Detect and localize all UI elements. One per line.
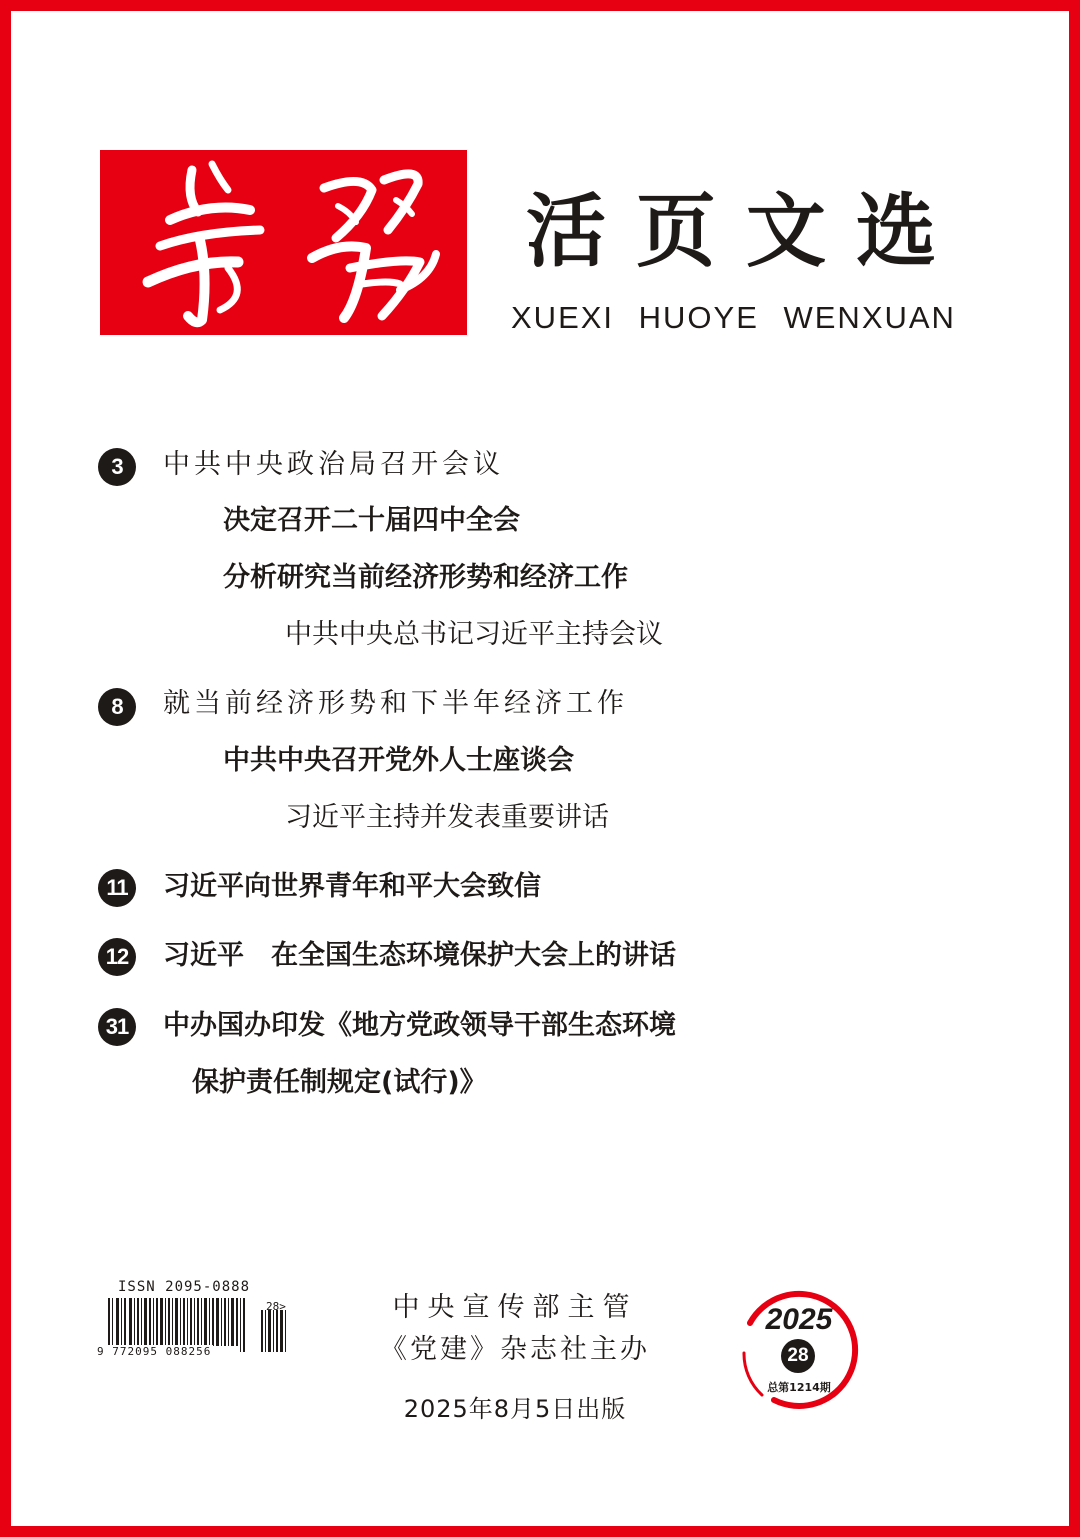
barcode-addon: 28> bbox=[266, 1300, 286, 1313]
magazine-title: 活页文选 bbox=[526, 184, 966, 278]
toc-headline[interactable]: 分析研究当前经济形势和经济工作 bbox=[223, 562, 628, 593]
issue-badge bbox=[734, 1283, 864, 1413]
toc-headline[interactable]: 习近平 在全国生态环境保护大会上的讲话 bbox=[163, 940, 676, 971]
toc-subline[interactable]: 习近平主持并发表重要讲话 bbox=[285, 802, 609, 833]
xuexi-logo bbox=[100, 150, 467, 335]
toc-page-number: 8 bbox=[98, 688, 136, 726]
issue-total: 总第1214期 bbox=[767, 1381, 831, 1394]
issue-year: 2025 bbox=[765, 1303, 833, 1336]
publisher-sponsor: 《党建》杂志社主办 bbox=[380, 1334, 650, 1365]
issue-number: 28 bbox=[781, 1339, 815, 1373]
magazine-title-pinyin: XUEXI HUOYE WENXUAN bbox=[511, 300, 956, 335]
toc-kicker[interactable]: 中共中央政治局召开会议 bbox=[163, 449, 504, 480]
toc-headline[interactable]: 中办国办印发《地方党政领导干部生态环境 bbox=[163, 1010, 676, 1041]
toc-headline[interactable]: 习近平向世界青年和平大会致信 bbox=[163, 871, 541, 902]
barcode-digits: 9 772095 088256 bbox=[97, 1345, 212, 1358]
toc-headline[interactable]: 决定召开二十届四中全会 bbox=[223, 505, 520, 536]
publisher-supervisor: 中央宣传部主管 bbox=[392, 1292, 638, 1323]
toc-page-number: 3 bbox=[98, 448, 136, 486]
toc-page-number: 31 bbox=[98, 1008, 136, 1046]
issn-label: ISSN 2095-0888 bbox=[118, 1279, 251, 1295]
toc-page-number: 11 bbox=[98, 869, 136, 907]
toc-subline[interactable]: 中共中央总书记习近平主持会议 bbox=[285, 619, 663, 650]
toc-headline[interactable]: 保护责任制规定(试行)》 bbox=[192, 1067, 487, 1098]
toc-page-number: 12 bbox=[98, 938, 136, 976]
toc-kicker[interactable]: 就当前经济形势和下半年经济工作 bbox=[163, 688, 628, 719]
publication-date: 2025年8月5日出版 bbox=[403, 1395, 627, 1423]
toc-headline[interactable]: 中共中央召开党外人士座谈会 bbox=[223, 745, 574, 776]
